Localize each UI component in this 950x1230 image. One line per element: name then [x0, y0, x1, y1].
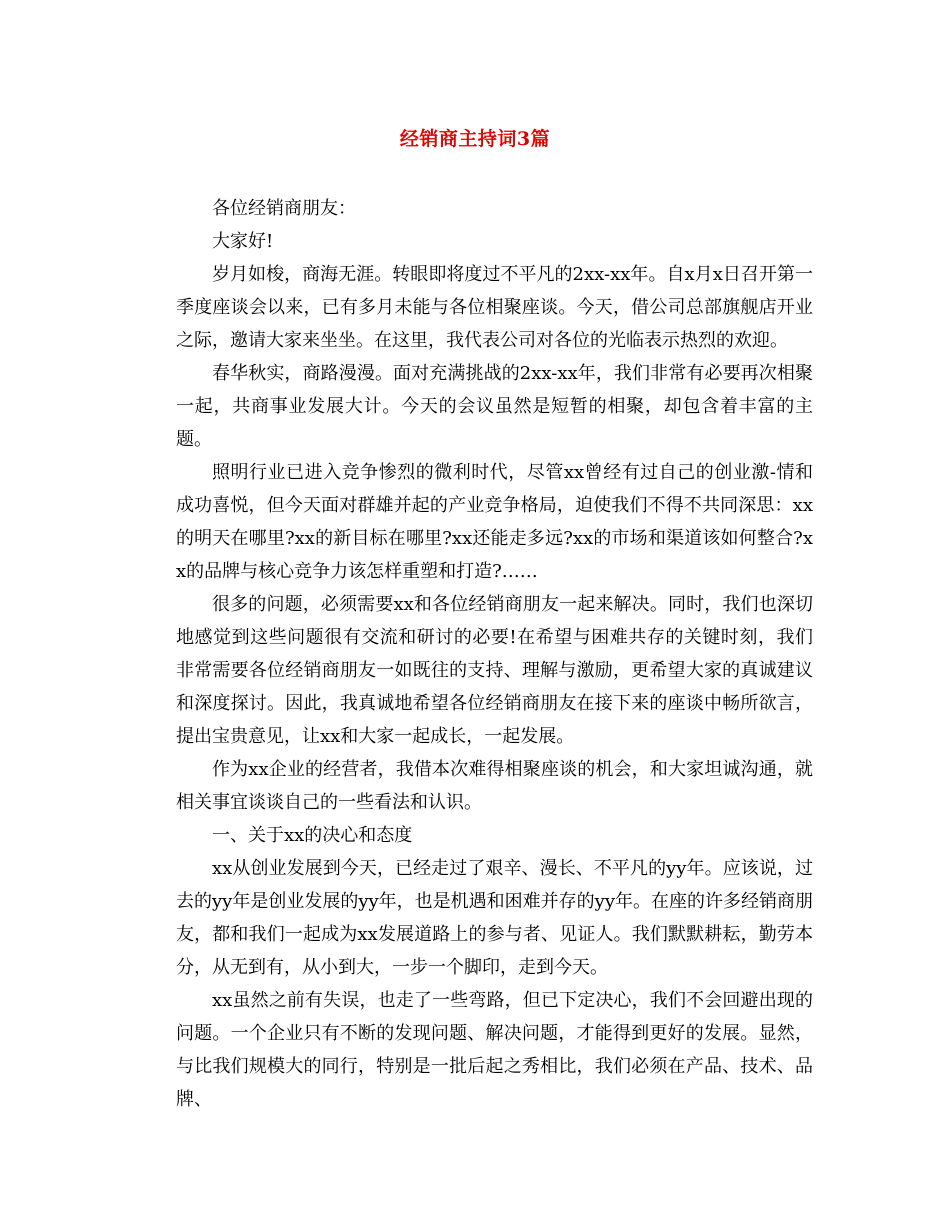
paragraph: 作为xx企业的经营者，我借本次难得相聚座谈的机会，和大家坦诚沟通，就相关事宜谈谈自己的一些看法和认识。: [176, 759, 813, 813]
document-title: 经销商主持词3篇: [399, 128, 551, 150]
paragraph: 照明行业已进入竞争惨烈的微利时代，尽管xx曾经有过自己的创业激-情和成功喜悦，但今天面对群雄并起的产业竞争格局，迫使我们不得不共同深思：xx的明天在哪里?xx的新目标在哪里?xx还能走多远?xx的市场和渠道该如何整合?xx的品牌与核心竞争力该怎样重塑和打造?……: [176, 462, 813, 582]
paragraph-greeting: 大家好!: [212, 231, 274, 252]
paragraph: 很多的问题，必须需要xx和各位经销商朋友一起来解决。同时，我们也深切地感觉到这些问题很有交流和研讨的必要!在希望与困难共存的关键时刻，我们非常需要各位经销商朋友一如既往的支持、理解与激励，更希望大家的真诚建议和深度探讨。因此，我真诚地希望各位经销商朋友在接下来的座谈中畅所欲言，提出宝贵意见，让xx和大家一起成长，一起发展。: [176, 594, 813, 747]
paragraph: 岁月如梭，商海无涯。转眼即将度过不平凡的2xx-xx年。自x月x日召开第一季度座谈会以来，已有多月未能与各位相聚座谈。今天，借公司总部旗舰店开业之际，邀请大家来坐坐。在这里，我代表公司对各位的光临表示热烈的欢迎。: [176, 264, 813, 351]
paragraph: 春华秋实，商路漫漫。面对充满挑战的2xx-xx年，我们非常有必要再次相聚一起，共商事业发展大计。今天的会议虽然是短暂的相聚，却包含着丰富的主题。: [176, 363, 813, 450]
paragraph: xx从创业发展到今天，已经走过了艰辛、漫长、不平凡的yy年。应该说，过去的yy年是创业发展的yy年，也是机遇和困难并存的yy年。在座的许多经销商朋友，都和我们一起成为xx发展道路上的参与者、见证人。我们默默耕耘，勤劳本分，从无到有，从小到大，一步一个脚印，走到今天。: [176, 858, 814, 978]
paragraph: xx虽然之前有失误，也走了一些弯路，但已下定决心，我们不会回避出现的问题。一个企业只有不断的发现问题、解决问题，才能得到更好的发展。显然，与比我们规模大的同行，特别是一批后起之秀相比，我们必须在产品、技术、品牌、: [176, 990, 813, 1110]
document-body: [176, 192, 813, 1116]
paragraph-salutation: 各位经销商朋友：: [212, 198, 356, 219]
section-heading: 一、关于xx的决心和态度: [212, 825, 413, 846]
